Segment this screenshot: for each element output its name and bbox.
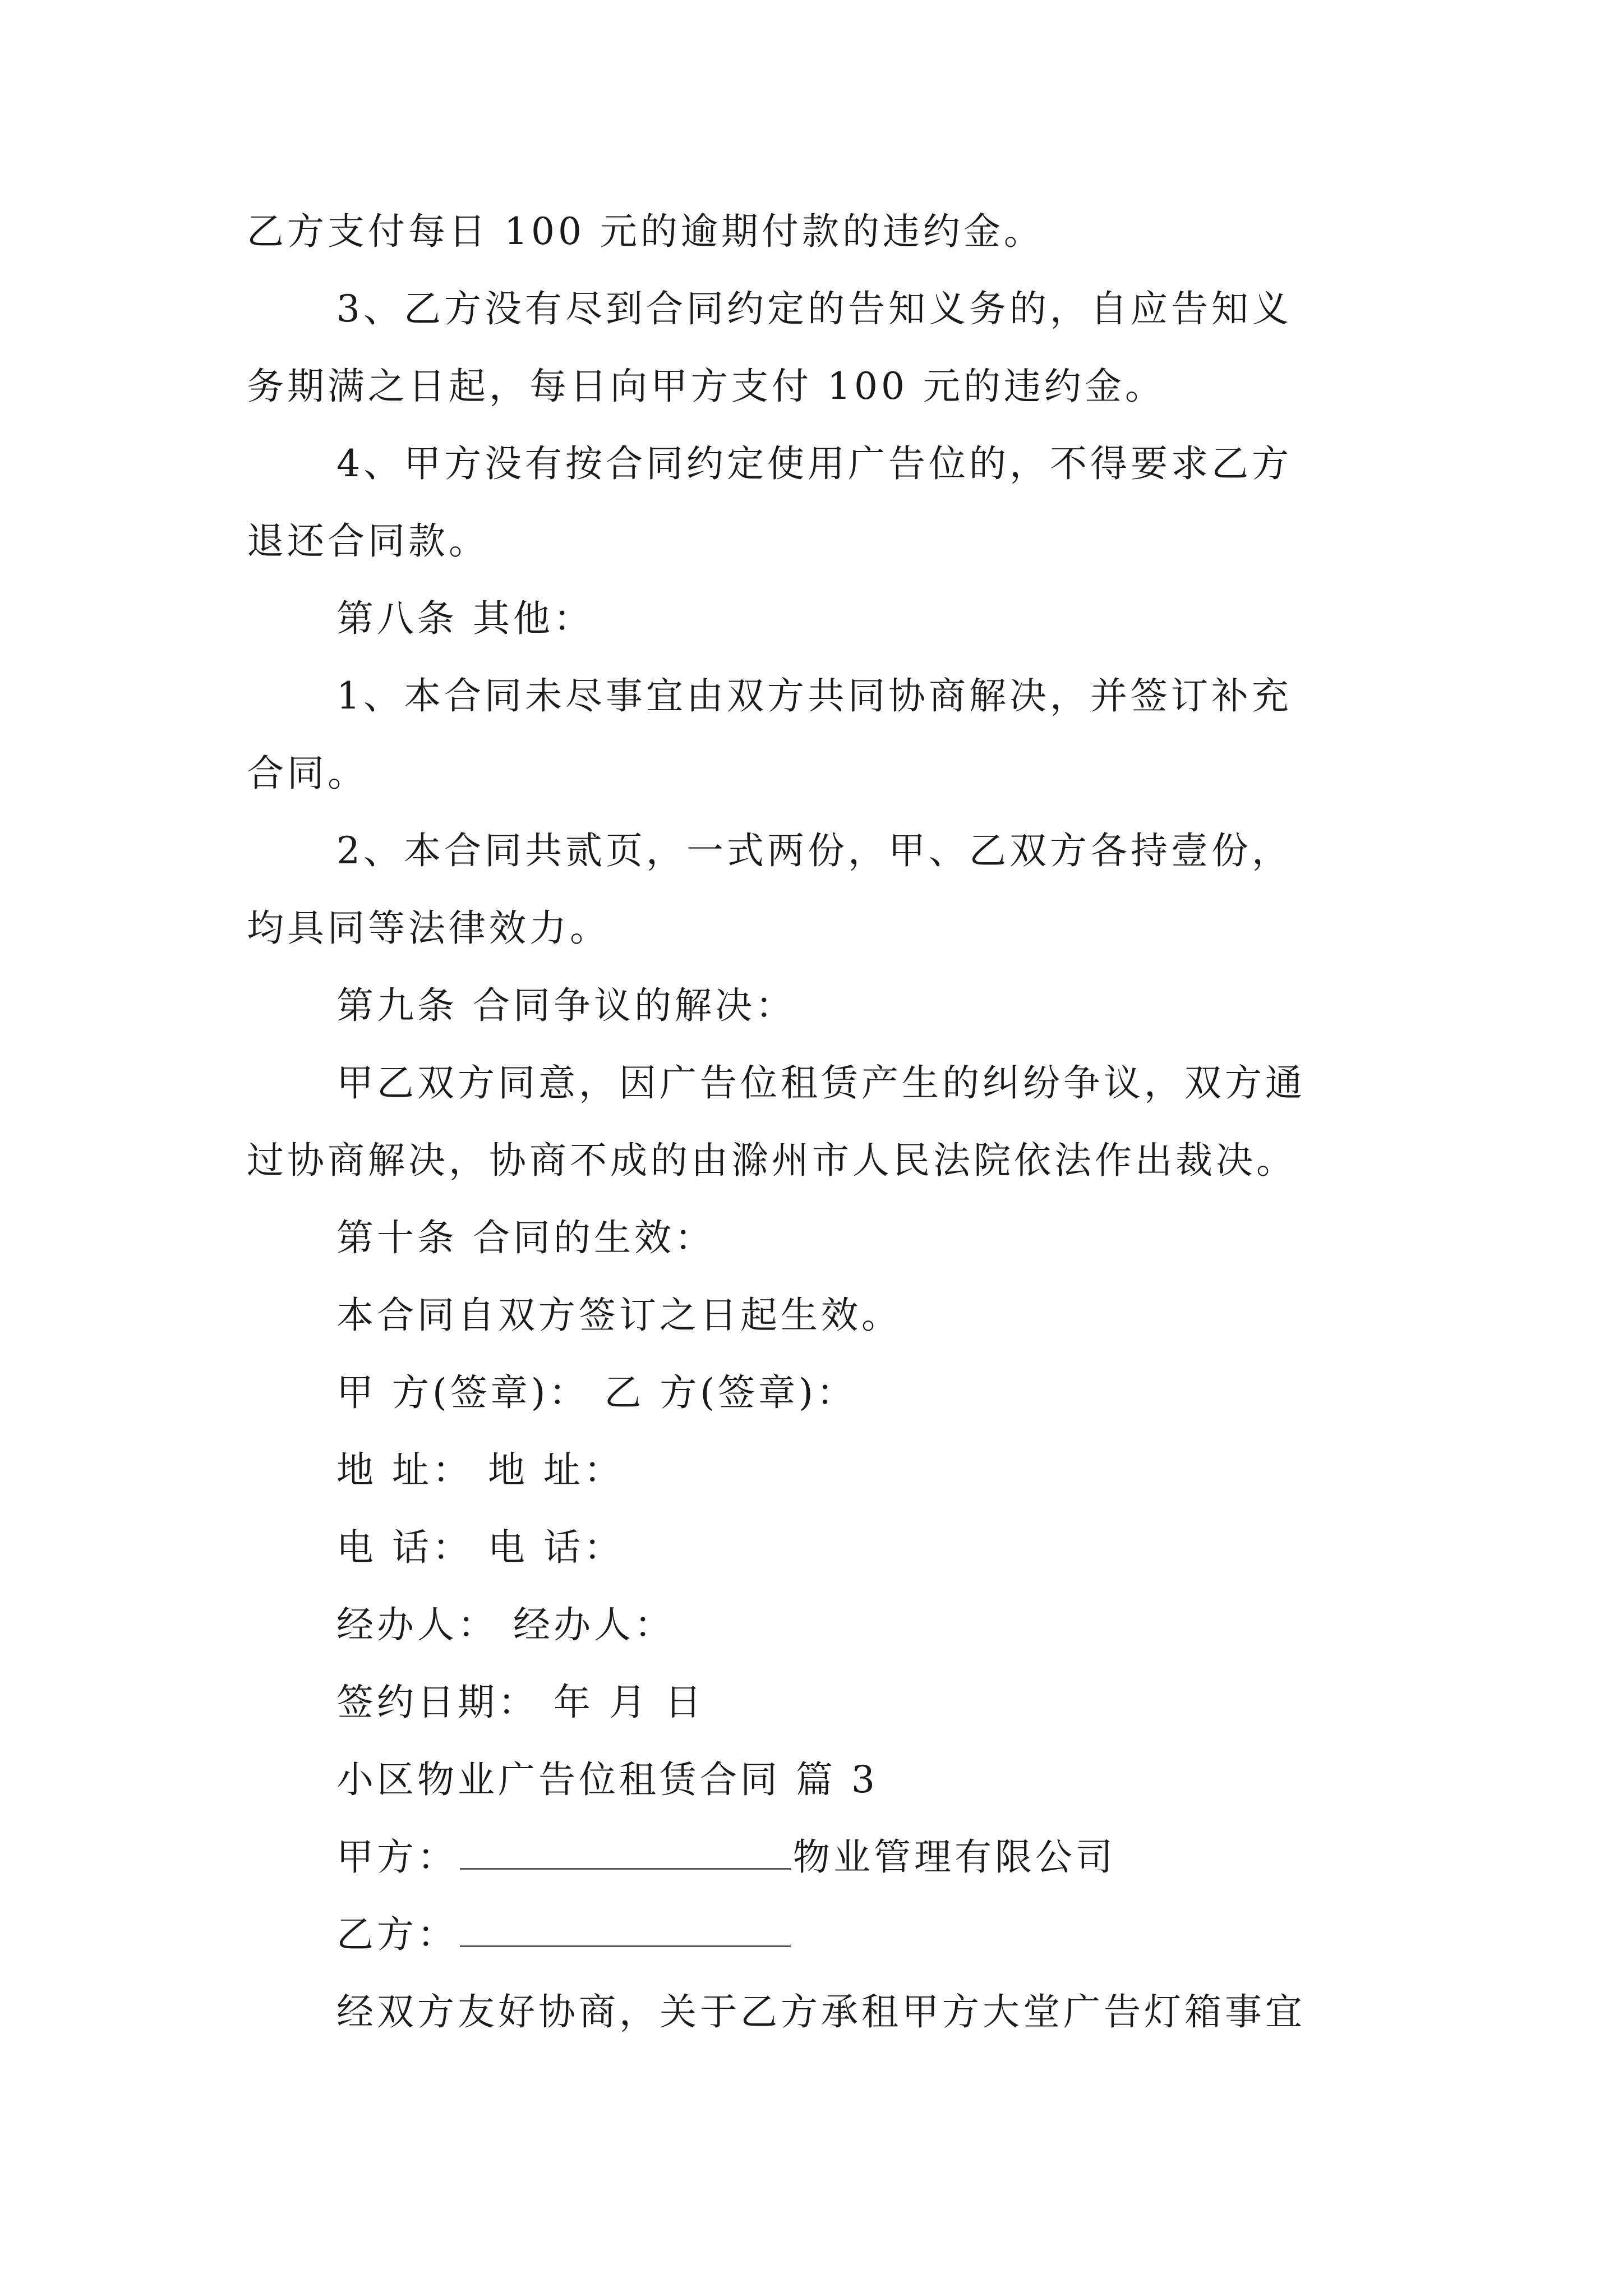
address-line: 地 址： 地 址： bbox=[336, 1448, 624, 1492]
text-line: 4、甲方没有按合同约定使用广告位的，不得要求乙方 bbox=[336, 442, 1292, 485]
party-a-line bbox=[336, 1832, 1116, 1883]
text-line: 3、乙方没有尽到合同约定的告知义务的，自应告知义 bbox=[336, 287, 1292, 330]
signature-line: 甲 方(签章)： 乙 方(签章)： bbox=[336, 1371, 857, 1414]
text-line: 均具同等法律效力。 bbox=[247, 907, 610, 950]
text-line: 退还合同款。 bbox=[247, 519, 489, 563]
text-line: 1、本合同未尽事宜由双方共同协商解决，并签订补充 bbox=[336, 674, 1292, 717]
phone-line: 电 话： 电 话： bbox=[336, 1526, 624, 1569]
text-line: 乙方支付每日 100 元的逾期付款的违约金。 bbox=[247, 210, 1044, 253]
section-heading: 第九条 合同争议的解决： bbox=[336, 984, 796, 1027]
handler-line: 经办人： 经办人： bbox=[336, 1603, 675, 1646]
party-a-label: 甲方： bbox=[336, 1835, 458, 1879]
text-line: 经双方友好协商，关于乙方承租甲方大堂广告灯箱事宜 bbox=[336, 1990, 1306, 2033]
party-b-line bbox=[336, 1910, 793, 1960]
text-line: 甲乙双方同意，因广告位租赁产生的纠纷争议，双方通 bbox=[336, 1061, 1306, 1105]
text-line: 本合同自双方签订之日起生效。 bbox=[336, 1294, 902, 1337]
section-heading: 第十条 合同的生效： bbox=[336, 1216, 715, 1259]
text-line: 合同。 bbox=[247, 752, 368, 795]
party-b-label: 乙方： bbox=[336, 1913, 458, 1956]
section-heading: 第八条 其他： bbox=[336, 597, 594, 640]
text-line: 务期满之日起，每日向甲方支付 100 元的违约金。 bbox=[247, 365, 1165, 408]
party-a-suffix: 物业管理有限公司 bbox=[793, 1835, 1116, 1879]
party-a-blank bbox=[460, 1866, 791, 1870]
text-line: 过协商解决，协商不成的由滁州市人民法院依法作出裁决。 bbox=[247, 1139, 1297, 1182]
text-line: 2、本合同共贰页，一式两份，甲、乙双方各持壹份， bbox=[336, 829, 1292, 872]
contract-title: 小区物业广告位租赁合同 篇 3 bbox=[336, 1758, 878, 1801]
date-line: 签约日期： 年 月 日 bbox=[336, 1681, 705, 1724]
party-b-blank bbox=[460, 1943, 791, 1947]
